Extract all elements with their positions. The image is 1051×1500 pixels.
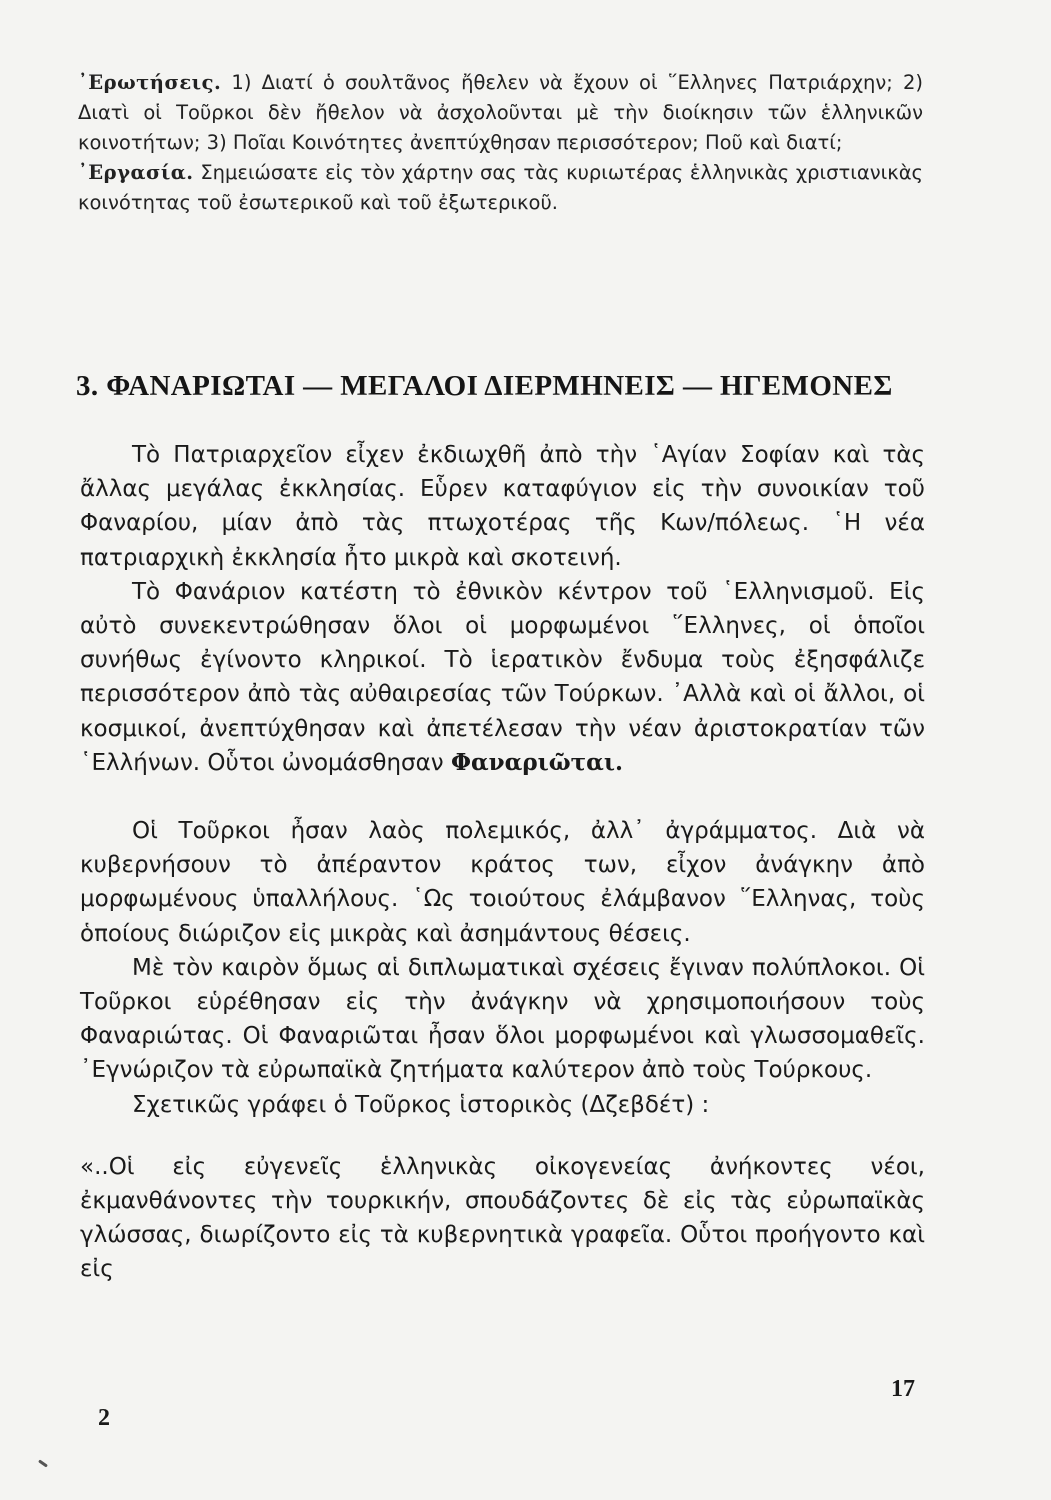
exercise-label: ᾿Εργασία.	[78, 161, 194, 184]
exercise-paragraph	[78, 158, 923, 218]
questions-block	[78, 68, 923, 218]
body-text	[80, 438, 925, 1287]
paragraph-2-text: Τὸ Φανάριον κατέστη τὸ ἐθνικὸν κέντρον τοῦ ῾Ελληνισμοῦ. Εἰς αὐτὸ συνεκεντρώθησαν ὅλοι οἱ μορφωμένοι ῞Ελληνες, οἱ ὁποῖοι συνήθως ἐγίνοντο κληρικοί. Τὸ ἱερατικὸν ἔνδυμα τοὺς ἐξησφάλιζε περισσότερον ἀπὸ τὰς αὐθαιρεσίας τῶν Τούρκων. ᾿Αλλὰ καὶ οἱ ἄλλοι, οἱ κοσμικοί, ἀνεπτύχθησαν καὶ ἀπετέλεσαν τὴν νέαν ἀριστοκρατίαν τῶν ῾Ελλήνων. Οὗτοι ὠνομάσθησαν	[80, 578, 925, 776]
paragraph-5: Σχετικῶς γράφει ὁ Τοῦρκος ἱστορικὸς (Δζεβδέτ) :	[132, 1091, 710, 1118]
exercise-text: Σημειώσατε εἰς τὸν χάρτην σας τὰς κυριωτέρας ἑλληνικὰς χριστιανικὰς κοινότητας τοῦ ἐσωτερικοῦ καὶ τοῦ ἐξωτερικοῦ.	[78, 161, 923, 214]
paragraph-1: Τὸ Πατριαρχεῖον εἶχεν ἐκδιωχθῆ ἀπὸ τὴν ῾Αγίαν Σοφίαν καὶ τὰς ἄλλας μεγάλας ἐκκλησίας. Εὗρεν καταφύγιον εἰς τὴν συνοικίαν τοῦ Φαναρίου, μίαν ἀπὸ τὰς πτωχοτέρας τῆς Κων/πόλεως. ῾Η νέα πατριαρχικὴ ἐκκλησία ἦτο μικρὰ καὶ σκοτεινή.	[80, 442, 925, 571]
section-title: 3. ΦΑΝΑΡΙΩΤΑΙ — ΜΕΓΑΛΟΙ ΔΙΕΡΜΗΝΕΙΣ — ΗΓΕΜΟΝΕΣ	[76, 370, 893, 402]
quote-paragraph: «..Οἱ εἰς εὐγενεῖς ἑλληνικὰς οἰκογενείας ἀνήκοντες νέοι, ἐκμανθάνοντες τὴν τουρκικήν, σπουδάζοντες δὲ εἰς τὰς εὐρωπαϊκὰς γλώσσας, διωρίζοντο εἰς τὰ κυβερνητικὰ γραφεῖα. Οὗτοι προήγοντο καὶ εἰς	[80, 1153, 925, 1283]
page-number: 17	[891, 1376, 915, 1402]
questions-label: ᾿Ερωτήσεις.	[78, 71, 222, 94]
questions-text: 1) Διατί ὁ σουλτᾶνος ἤθελεν νὰ ἔχουν οἱ ῞Ελληνες Πατριάρχην; 2) Διατὶ οἱ Τοῦρκοι δὲν ἤθελον νὰ ἀσχολοῦνται μὲ τὴν διοίκησιν τῶν ἑλληνικῶν κοινοτήτων; 3) Ποῖαι Κοινότητες ἀνεπτύχθησαν περισσότερον; Ποῦ καὶ διατί;	[78, 71, 923, 154]
questions-paragraph	[78, 68, 923, 158]
paragraph-4: Μὲ τὸν καιρὸν ὅμως αἱ διπλωματικαὶ σχέσεις ἔγιναν πολύπλοκοι. Οἱ Τοῦρκοι εὑρέθησαν εἰς τὴν ἀνάγκην νὰ χρησιμοποιήσουν τοὺς Φαναριώτας. Οἱ Φαναριῶται ἦσαν ὅλοι μορφωμένοι καὶ γλωσσομαθεῖς. ᾿Εγνώριζον τὰ εὐρωπαϊκὰ ζητήματα καλύτερον ἀπὸ τοὺς Τούρκους.	[80, 954, 925, 1084]
signature-mark: 2	[98, 1405, 110, 1431]
ink-speck	[38, 1459, 48, 1467]
paragraph-2	[80, 575, 925, 780]
paragraph-3: Οἱ Τοῦρκοι ἦσαν λαὸς πολεμικός, ἀλλ᾿ ἀγράμματος. Διὰ νὰ κυβερνήσουν τὸ ἀπέραντον κράτος των, εἶχον ἀνάγκην ἀπὸ μορφωμένους ὑπαλλήλους. ῾Ως τοιούτους ἐλάμβανον ῞Ελληνας, τοὺς ὁποίους διώριζον εἰς μικρὰς καὶ ἀσημάντους θέσεις.	[80, 818, 925, 947]
phanariots-term: Φαναριῶται.	[450, 748, 623, 776]
